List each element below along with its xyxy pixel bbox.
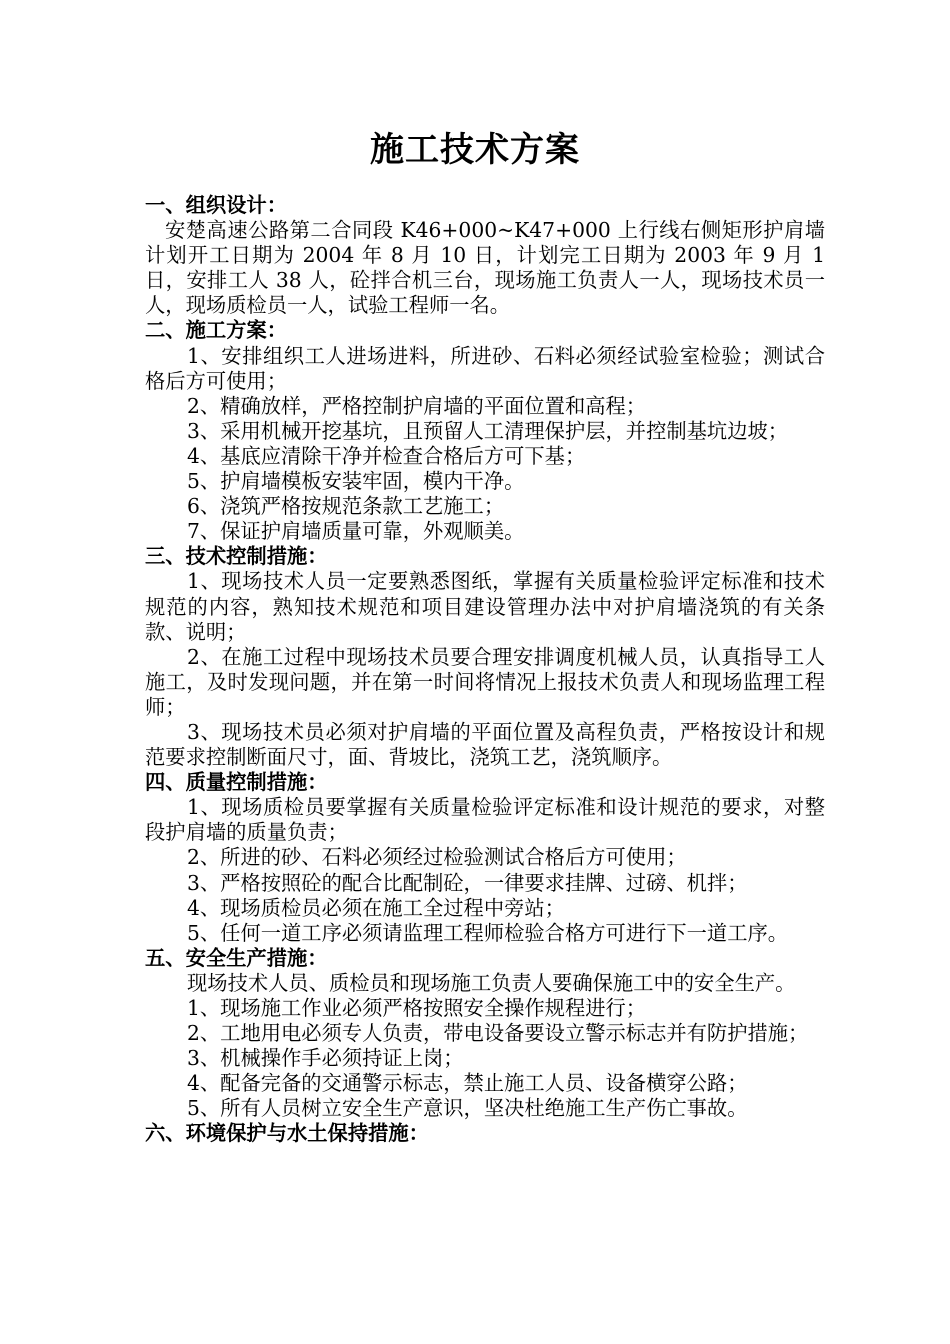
paragraph: 安楚高速公路第二合同段 K46+000~K47+000 上行线右侧矩形护肩墙计划开工日期为 2004 年 8 月 10 日，计划完工日期为 2003 年 9 月 1 日，安排工人 38 人，砼拌合机三台，现场施工负责人一人，现场技术员一人，现场质检员一人，试验工程师一名。 bbox=[145, 218, 825, 318]
list-item: 3、现场技术员必须对护肩墙的平面位置及高程负责，严格按设计和规范要求控制断面尺寸，面、背坡比，浇筑工艺，浇筑顺序。 bbox=[145, 719, 825, 770]
list-item: 2、工地用电必须专人负责，带电设备要设立警示标志并有防护措施； bbox=[187, 1021, 809, 1046]
list-item: 3、机械操作手必须持证上岗； bbox=[187, 1046, 464, 1071]
list-item: 5、所有人员树立安全生产意识，坚决杜绝施工生产伤亡事故。 bbox=[187, 1096, 748, 1121]
list-item: 2、在施工过程中现场技术员要合理安排调度机械人员，认真指导工人施工，及时发现问题，并在第一时间将情况上报技术负责人和现场监理工程师； bbox=[145, 644, 825, 719]
list-item: 4、基底应清除干净并检查合格后方可下基； bbox=[187, 443, 586, 468]
list-item: 5、任何一道工序必须请监理工程师检验合格方可进行下一道工序。 bbox=[187, 920, 789, 945]
section-heading-quality-control: 四、质量控制措施： bbox=[145, 770, 328, 795]
list-item: 5、护肩墙模板安装牢固，模内干净。 bbox=[187, 469, 525, 494]
section-heading-construction-plan: 二、施工方案： bbox=[145, 318, 287, 343]
list-item: 7、保证护肩墙质量可靠，外观顺美。 bbox=[187, 519, 525, 544]
document-body bbox=[145, 193, 825, 1147]
list-item: 1、现场质检员要掌握有关质量检验评定标准和设计规范的要求，对整段护肩墙的质量负责； bbox=[145, 795, 825, 845]
list-item: 4、配备完备的交通警示标志，禁止施工人员、设备横穿公路； bbox=[187, 1071, 748, 1096]
list-item: 3、严格按照砼的配合比配制砼，一律要求挂牌、过磅、机拌； bbox=[187, 870, 748, 895]
list-item: 6、浇筑严格按规范条款工艺施工； bbox=[187, 494, 505, 519]
list-item: 2、所进的砂、石料必须经过检验测试合格后方可使用； bbox=[187, 845, 687, 870]
list-item: 1、现场施工作业必须严格按照安全操作规程进行； bbox=[187, 996, 647, 1020]
section-heading-technical-control: 三、技术控制措施： bbox=[145, 544, 328, 569]
list-item: 1、安排组织工人进场进料，所进砂、石料必须经试验室检验；测试合格后方可使用； bbox=[145, 343, 825, 393]
list-item: 3、采用机械开挖基坑，且预留人工清理保护层，并控制基坑边坡； bbox=[187, 418, 789, 443]
section-heading-environmental-protection: 六、环境保护与水土保持措施： bbox=[145, 1121, 429, 1146]
list-item: 4、现场质检员必须在施工全过程中旁站； bbox=[187, 895, 565, 920]
list-item: 2、精确放样，严格控制护肩墙的平面位置和高程； bbox=[187, 393, 647, 418]
list-item: 1、现场技术人员一定要熟悉图纸，掌握有关质量检验评定标准和技术规范的内容，熟知技术规范和项目建设管理办法中对护肩墙浇筑的有关条款、说明； bbox=[145, 569, 825, 644]
paragraph: 现场技术人员、质检员和现场施工负责人要确保施工中的安全生产。 bbox=[187, 970, 796, 995]
section-heading-safety: 五、安全生产措施： bbox=[145, 945, 328, 970]
document-title: 施工技术方案 bbox=[370, 130, 580, 170]
section-heading-organization: 一、组织设计： bbox=[145, 193, 287, 217]
